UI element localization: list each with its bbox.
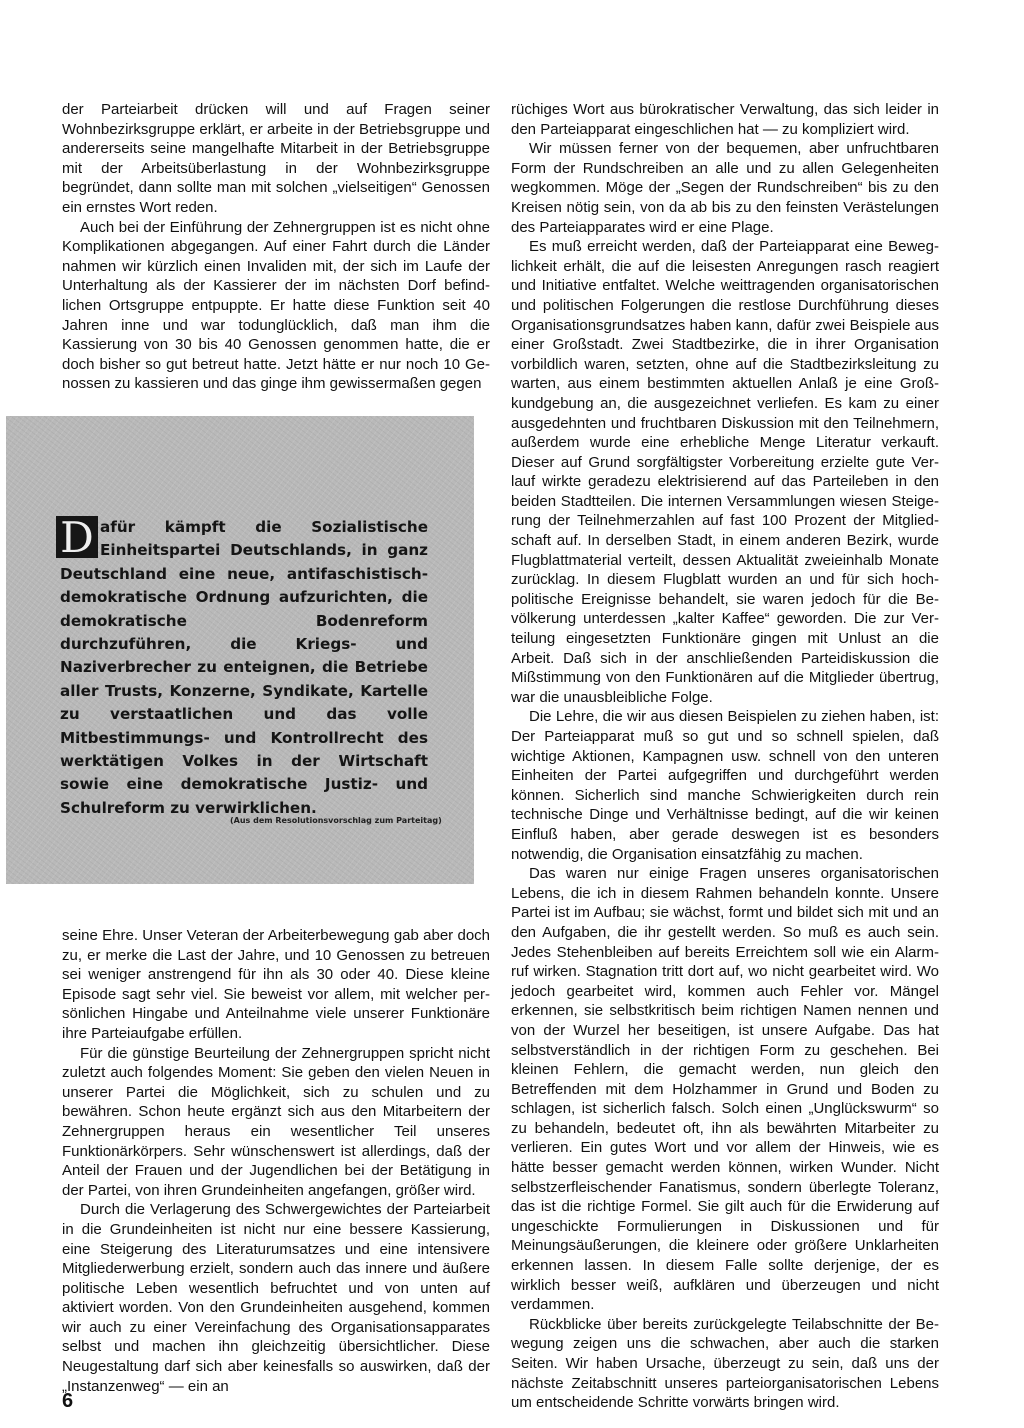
page-number: 6 xyxy=(62,1390,74,1412)
paragraph: Es muß erreicht werden, daß der Parteiapparat eine Beweglichkeit erhält, die auf die leisesten Anregungen rasch reagiert und Initiative entfaltet. Welche weittragenden organisatorischen und politischen Folgerungen die restlose Durchführung dieses Organisationsgrundsatzes haben kann, dafür zwei Beispiele aus einer Großstadt. Zwei Stadtbezirke, die in ihrer Organisation vorbildlich waren, setzten, ohne auf die Stadtbezirksleitung zu warten, aus einem bestimmten aktuellen Anlaß je eine Großkundgebung an, die ausgezeichnet verliefen. Es kam zu einer ausgedehnten und fruchtbaren Diskussion mit den Teilnehmern, außerdem wurde eine erhebliche Menge Literatur verkauft. Dieser auf Grund sorgfältigster Vorbereitung erzielte gute Verlauf wirkte geradezu elektrisierend auf das Parteileben in den beiden Stadtteilen. Die internen Versammlungen wiesen Steigerung der Teilnehmerzahlen auf fast 100 Prozent der Mitgliedschaft auf. In derselben Stadt, in einem anderen Bezirk, wurde Flugblattmaterial verteilt, dessen Aktualität zweieinhalb Monate zurücklag. In diesem Flugblatt wurden an und für sich hochpolitische Ereignisse behandelt, sie waren jedoch für die Bevölkerung unterdessen „kalter Kaffee“ geworden. Die zur Verteilung eingesetzten Funktionäre gingen mit Unlust an die Arbeit. Daß sich in der anschließenden Parteidiskussion die Mißstimmung von den Funktionären auf die Mitglieder übertrug, war die unausbleibliche Folge. xyxy=(511,238,939,706)
quote-box xyxy=(6,416,474,884)
paragraph: Rückblicke über bereits zurückgelegte Teilabschnitte der Bewegung zeigen uns die schwachen, aber auch die starken Seiten. Wir haben Ursache, überzeugt zu sein, daß uns der nächste Zeitabschnitt unseres parteiorganisatorischen Lebens um entscheidende Schritte vorwärts bringen wird. xyxy=(511,1315,939,1412)
left-column-bottom xyxy=(62,926,490,1396)
quote-body: afür kämpft die Sozialistische Einheitspartei Deutschlands, in ganz Deutschland eine neue, antifaschistisch-demokratische Ordnung aufzurichten, die demokratische Bodenreform durchzuführen, die Kriegs- und Naziverbrecher zu enteignen, die Betriebe aller Trusts, Konzerne, Syndikate, Kartelle zu verstaatlichen und das volle Mitbestimmungs- und Kontrollrecht des werktätigen Volkes in der Wirtschaft sowie eine demokratische Justiz- und Schulreform zu verwirklichen. xyxy=(60,518,428,817)
paragraph: Auch bei der Einführung der Zehnergruppen ist es nicht ohne Komplikationen abgegangen. Auf einer Fahrt durch die Länder nahmen wir kürzlich einen Invaliden mit, der sich im Laufe der Unterhaltung als der Kassierer der im nächsten Dorf befindlichen Ortsgruppe entpuppte. Er hatte diese Funktion seit 40 Jahren inne und war todunglücklich, daß man ihm die Kassierung von 30 bis 40 Genossen genommen hatte, die er doch bisher so gut betreut hatte. Jetzt hätte er nur noch 10 Genossen zu kassieren und das ginge ihm gewissermaßen gegen xyxy=(62,218,490,393)
paragraph: Die Lehre, die wir aus diesen Beispielen zu ziehen haben, ist: Der Parteiapparat muß so gut und so schnell spielen, daß wichtige Aktionen, Kampagnen usw. schnell von den unteren Einheiten der Partei aufgegriffen und durchgeführt werden können. Sicherlich sind manche Schwierigkeiten durch rein technische Dinge und Verhältnisse bedingt, auf die wir keinen Einfluß haben, aber gerade deswegen ist es besonders notwendig, die Organisation einsatzfähig zu machen. xyxy=(511,708,939,863)
paragraph: seine Ehre. Unser Veteran der Arbeiterbewegung gab aber doch zu, er merke die Last der Jahre, und 10 Genossen zu betreuen sei weniger anstrengend für ihn als 30 oder 40. Diese kleine Episode sagt sehr viel. Sie beweist vor allem, mit welcher persönlichen Hingabe und Anteilnahme viele unserer Funktionäre ihre Parteiaufgabe erfüllen. xyxy=(62,927,490,1042)
paragraph: rüchiges Wort aus bürokratischer Verwaltung, das sich leider in den Parteiapparat eingeschlichen hat — zu kompliziert wird. xyxy=(511,101,939,138)
paragraph: Für die günstige Beurteilung der Zehnergruppen spricht nicht zuletzt auch folgendes Moment: Sie geben den vielen Neuen in unserer Partei die Möglichkeit, sich zu schulen und zu bewähren. Schon heute ergänzt sich aus den Mitarbeitern der Zehnergruppen heraus ein wesentlicher Teil unseres Funktionärkörpers. Sehr wünschenswert ist allerdings, daß der Anteil der Frauen und der Jugendlichen bei der Betätigung in der Partei, von ihren Grundeinheiten angefangen, größer wird. xyxy=(62,1044,490,1199)
paragraph: Das waren nur einige Fragen unseres organisatorischen Lebens, die ich in diesem Rahmen behandeln konnte. Unsere Partei ist im Aufbau; sie wächst, formt und bildet sich mit und an den Aufgaben, die ihr gestellt werden. So muß es auch sein. Jedes Stehenbleiben auf bereits Erreichtem soll wie ein Alarmruf wirken. Stagnation tritt dort auf, wo nicht gearbeitet wird. Wo jedoch gearbeitet wird, kommen auch Fehler vor. Mängel erkennen, sie selbstkritisch beim richtigen Namen nennen und von der Wurzel her beseitigen, ist unsere Aufgabe. Das hat selbstverständlich in der richtigen Form zu geschehen. Bei kleinen Fehlern, die gemacht werden, nun gleich den Betreffenden mit dem Holzhammer in Grund und Boden zu schlagen, ist sicherlich falsch. Solch einen „Unglückswurm“ so zu behandeln, bedeutet oft, ihn als bewährten Mitarbeiter zu verlieren. Ein gutes Wort und vor allem der Hinweis, wie es hätte besser gemacht werden können, wirken Wunder. Nicht selbstzerfleischender Fanatismus, sondern überlegte Toleranz, das ist die richtige Formel. Sie gilt auch für die Erwiderung auf ungeschickte Formulierungen in Diskussionen und für Meinungsäußerungen, die kleinere oder größere Unklarheiten erkennen lassen. In diesem Falle sollte derjenige, der es wirklich besser weiß, aufklären und überzeugen und nicht verdammen. xyxy=(511,865,939,1314)
drop-cap-initial: D xyxy=(56,516,98,558)
paragraph: Durch die Verlagerung des Schwergewichtes der Parteiarbeit in die Grundeinheiten ist nicht nur eine bessere Kassierung, eine Steigerung des Literaturumsatzes und eine intensivere Mitgliederwerbung erzielt, sondern auch das innere und äußere politische Leben wesentlich befruchtet und von unten auf aktiviert worden. Von den Grundeinheiten ausgehend, kommen wir auch zu einer Vereinfachung des Organisationsapparates selbst und machen ihn gleichzeitig übersichtlicher. Diese Neugestaltung darf sich aber keinesfalls so auswirken, daß der „Instanzenweg“ — ein an xyxy=(62,1201,490,1395)
paragraph: der Parteiarbeit drücken will und auf Fragen seiner Wohnbezirksgruppe erklärt, er arbeite in der Betriebsgruppe und andererseits seine mangelhafte Mitarbeit in der Betriebsgruppe mit der Arbeitsüberlastung in der Wohnbezirksgruppe begründet, dann sollte man mit solchen „vielseitigen“ Genossen ein ernstes Wort reden. xyxy=(62,101,490,216)
quote-source: (Aus dem Resolutionsvorschlag zum Parteitag) xyxy=(230,816,442,825)
paragraph: Wir müssen ferner von der bequemen, aber unfruchtbaren Form der Rundschreiben an alle und zu allen Gelegenheiten wegkommen. Möge der „Segen der Rundschreiben“ bis zu den Kreisen nötig sein, von da ab bis zu den feinsten Verästelungen des Parteiapparates wird er eine Plage. xyxy=(511,140,939,236)
left-column-top xyxy=(62,100,490,394)
right-column xyxy=(511,100,939,1413)
quote-text xyxy=(60,513,428,820)
